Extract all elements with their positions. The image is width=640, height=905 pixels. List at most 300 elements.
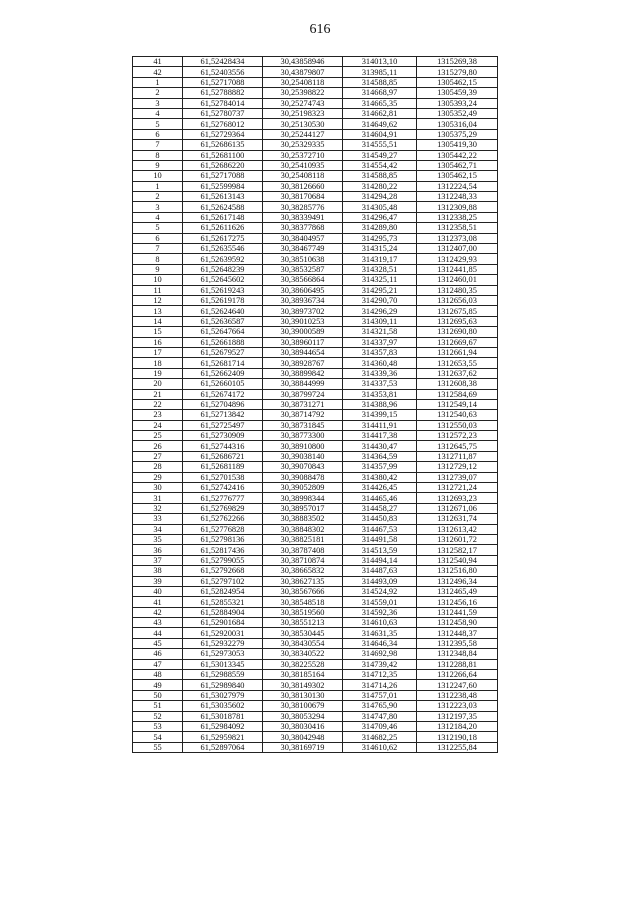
y-coordinate-cell: 1312309,88	[417, 202, 498, 212]
longitude-cell: 30,39070843	[263, 462, 343, 472]
x-coordinate-cell: 314646,34	[343, 638, 417, 648]
point-number-cell: 22	[133, 399, 183, 409]
table-row	[133, 337, 498, 347]
latitude-cell: 61,52920031	[183, 628, 263, 638]
longitude-cell: 30,38848302	[263, 524, 343, 534]
latitude-cell: 61,52681189	[183, 462, 263, 472]
latitude-cell: 61,52717088	[183, 77, 263, 87]
x-coordinate-cell: 314426,45	[343, 483, 417, 493]
y-coordinate-cell: 1312584,69	[417, 389, 498, 399]
point-number-cell: 45	[133, 638, 183, 648]
y-coordinate-cell: 1312441,85	[417, 264, 498, 274]
y-coordinate-cell: 1312373,08	[417, 233, 498, 243]
latitude-cell: 61,52686721	[183, 451, 263, 461]
point-number-cell: 7	[133, 140, 183, 150]
point-number-cell: 51	[133, 701, 183, 711]
latitude-cell: 61,52619178	[183, 295, 263, 305]
latitude-cell: 61,52674172	[183, 389, 263, 399]
longitude-cell: 30,38973702	[263, 306, 343, 316]
point-number-cell: 37	[133, 555, 183, 565]
latitude-cell: 61,52428434	[183, 57, 263, 67]
table-row	[133, 649, 498, 659]
y-coordinate-cell: 1305419,30	[417, 140, 498, 150]
x-coordinate-cell: 314592,36	[343, 607, 417, 617]
longitude-cell: 30,38773300	[263, 431, 343, 441]
x-coordinate-cell: 314665,35	[343, 98, 417, 108]
table-row	[133, 358, 498, 368]
point-number-cell: 43	[133, 618, 183, 628]
longitude-cell: 30,25410935	[263, 160, 343, 170]
point-number-cell: 2	[133, 192, 183, 202]
table-row	[133, 88, 498, 98]
longitude-cell: 30,38567666	[263, 586, 343, 596]
latitude-cell: 61,52679527	[183, 347, 263, 357]
y-coordinate-cell: 1312601,72	[417, 534, 498, 544]
x-coordinate-cell: 314747,80	[343, 711, 417, 721]
x-coordinate-cell: 314399,15	[343, 410, 417, 420]
y-coordinate-cell: 1312460,01	[417, 275, 498, 285]
x-coordinate-cell: 314364,59	[343, 451, 417, 461]
y-coordinate-cell: 1312661,94	[417, 347, 498, 357]
latitude-cell: 61,52635546	[183, 244, 263, 254]
x-coordinate-cell: 314430,47	[343, 441, 417, 451]
y-coordinate-cell: 1312721,24	[417, 483, 498, 493]
longitude-cell: 30,38665832	[263, 566, 343, 576]
point-number-cell: 11	[133, 285, 183, 295]
longitude-cell: 30,38799724	[263, 389, 343, 399]
point-number-cell: 15	[133, 327, 183, 337]
x-coordinate-cell: 314013,10	[343, 57, 417, 67]
x-coordinate-cell: 314357,99	[343, 462, 417, 472]
y-coordinate-cell: 1312711,87	[417, 451, 498, 461]
table-row	[133, 431, 498, 441]
longitude-cell: 30,38339491	[263, 212, 343, 222]
longitude-cell: 30,38566864	[263, 275, 343, 285]
latitude-cell: 61,52984092	[183, 722, 263, 732]
y-coordinate-cell: 1312441,59	[417, 607, 498, 617]
longitude-cell: 30,38910800	[263, 441, 343, 451]
x-coordinate-cell: 314493,09	[343, 576, 417, 586]
y-coordinate-cell: 1312465,49	[417, 586, 498, 596]
point-number-cell: 5	[133, 119, 183, 129]
table-row	[133, 212, 498, 222]
table-row	[133, 410, 498, 420]
x-coordinate-cell: 314295,21	[343, 285, 417, 295]
x-coordinate-cell: 314339,36	[343, 368, 417, 378]
table-row	[133, 233, 498, 243]
table-row	[133, 368, 498, 378]
y-coordinate-cell: 1312238,48	[417, 690, 498, 700]
longitude-cell: 30,38960117	[263, 337, 343, 347]
latitude-cell: 61,52662409	[183, 368, 263, 378]
x-coordinate-cell: 314487,63	[343, 566, 417, 576]
point-number-cell: 2	[133, 88, 183, 98]
y-coordinate-cell: 1312693,23	[417, 493, 498, 503]
latitude-cell: 61,52713842	[183, 410, 263, 420]
y-coordinate-cell: 1312540,94	[417, 555, 498, 565]
y-coordinate-cell: 1305316,04	[417, 119, 498, 129]
x-coordinate-cell: 314325,11	[343, 275, 417, 285]
point-number-cell: 31	[133, 493, 183, 503]
longitude-cell: 30,38169719	[263, 742, 343, 752]
point-number-cell: 14	[133, 316, 183, 326]
table-row	[133, 628, 498, 638]
x-coordinate-cell: 314549,27	[343, 150, 417, 160]
longitude-cell: 30,38731271	[263, 399, 343, 409]
point-number-cell: 41	[133, 597, 183, 607]
y-coordinate-cell: 1312631,74	[417, 514, 498, 524]
point-number-cell: 41	[133, 57, 183, 67]
y-coordinate-cell: 1312480,35	[417, 285, 498, 295]
x-coordinate-cell: 314588,85	[343, 171, 417, 181]
point-number-cell: 7	[133, 244, 183, 254]
y-coordinate-cell: 1312247,60	[417, 680, 498, 690]
longitude-cell: 30,38377868	[263, 223, 343, 233]
longitude-cell: 30,25372710	[263, 150, 343, 160]
longitude-cell: 30,38030416	[263, 722, 343, 732]
table-row	[133, 680, 498, 690]
longitude-cell: 30,38430554	[263, 638, 343, 648]
y-coordinate-cell: 1312572,23	[417, 431, 498, 441]
y-coordinate-cell: 1312197,35	[417, 711, 498, 721]
point-number-cell: 8	[133, 150, 183, 160]
table-row	[133, 254, 498, 264]
y-coordinate-cell: 1312729,12	[417, 462, 498, 472]
point-number-cell: 12	[133, 295, 183, 305]
table-row	[133, 576, 498, 586]
table-row	[133, 295, 498, 305]
y-coordinate-cell: 1312407,00	[417, 244, 498, 254]
x-coordinate-cell: 314559,01	[343, 597, 417, 607]
point-number-cell: 40	[133, 586, 183, 596]
longitude-cell: 30,38100679	[263, 701, 343, 711]
longitude-cell: 30,38170684	[263, 192, 343, 202]
latitude-cell: 61,52817436	[183, 545, 263, 555]
y-coordinate-cell: 1312653,55	[417, 358, 498, 368]
x-coordinate-cell: 314357,83	[343, 347, 417, 357]
y-coordinate-cell: 1312266,64	[417, 670, 498, 680]
x-coordinate-cell: 314682,25	[343, 732, 417, 742]
longitude-cell: 30,38998344	[263, 493, 343, 503]
latitude-cell: 61,52776777	[183, 493, 263, 503]
x-coordinate-cell: 314305,48	[343, 202, 417, 212]
table-row	[133, 638, 498, 648]
y-coordinate-cell: 1312695,63	[417, 316, 498, 326]
table-row	[133, 420, 498, 430]
longitude-cell: 30,38787408	[263, 545, 343, 555]
table-row	[133, 306, 498, 316]
latitude-cell: 61,52798136	[183, 534, 263, 544]
x-coordinate-cell: 314290,70	[343, 295, 417, 305]
latitude-cell: 61,52855321	[183, 597, 263, 607]
longitude-cell: 30,38606495	[263, 285, 343, 295]
point-number-cell: 23	[133, 410, 183, 420]
table-row	[133, 160, 498, 170]
y-coordinate-cell: 1312458,90	[417, 618, 498, 628]
y-coordinate-cell: 1312348,84	[417, 649, 498, 659]
point-number-cell: 39	[133, 576, 183, 586]
point-number-cell: 53	[133, 722, 183, 732]
latitude-cell: 61,52884904	[183, 607, 263, 617]
table-row	[133, 493, 498, 503]
y-coordinate-cell: 1312637,62	[417, 368, 498, 378]
table-row	[133, 451, 498, 461]
longitude-cell: 30,38899842	[263, 368, 343, 378]
latitude-cell: 61,52988559	[183, 670, 263, 680]
table-row	[133, 171, 498, 181]
latitude-cell: 61,52762266	[183, 514, 263, 524]
point-number-cell: 42	[133, 607, 183, 617]
y-coordinate-cell: 1305459,39	[417, 88, 498, 98]
point-number-cell: 29	[133, 472, 183, 482]
table-row	[133, 524, 498, 534]
x-coordinate-cell: 314465,46	[343, 493, 417, 503]
x-coordinate-cell: 314296,47	[343, 212, 417, 222]
latitude-cell: 61,52686220	[183, 160, 263, 170]
point-number-cell: 27	[133, 451, 183, 461]
point-number-cell: 35	[133, 534, 183, 544]
coordinates-table-body	[133, 57, 498, 753]
latitude-cell: 61,52639592	[183, 254, 263, 264]
table-row	[133, 483, 498, 493]
latitude-cell: 61,52901684	[183, 618, 263, 628]
longitude-cell: 30,39000589	[263, 327, 343, 337]
point-number-cell: 13	[133, 306, 183, 316]
table-row	[133, 503, 498, 513]
point-number-cell: 3	[133, 98, 183, 108]
longitude-cell: 30,38936734	[263, 295, 343, 305]
longitude-cell: 30,25398822	[263, 88, 343, 98]
point-number-cell: 25	[133, 431, 183, 441]
y-coordinate-cell: 1315269,38	[417, 57, 498, 67]
x-coordinate-cell: 314757,01	[343, 690, 417, 700]
latitude-cell: 61,52824954	[183, 586, 263, 596]
latitude-cell: 61,52797102	[183, 576, 263, 586]
table-row	[133, 57, 498, 67]
x-coordinate-cell: 314328,51	[343, 264, 417, 274]
y-coordinate-cell: 1312288,81	[417, 659, 498, 669]
table-row	[133, 181, 498, 191]
point-number-cell: 54	[133, 732, 183, 742]
y-coordinate-cell: 1312656,03	[417, 295, 498, 305]
latitude-cell: 61,52661888	[183, 337, 263, 347]
table-row	[133, 399, 498, 409]
longitude-cell: 30,39088478	[263, 472, 343, 482]
table-row	[133, 514, 498, 524]
point-number-cell: 24	[133, 420, 183, 430]
table-row	[133, 597, 498, 607]
point-number-cell: 10	[133, 171, 183, 181]
y-coordinate-cell: 1305442,22	[417, 150, 498, 160]
point-number-cell: 18	[133, 358, 183, 368]
y-coordinate-cell: 1305462,15	[417, 77, 498, 87]
x-coordinate-cell: 314668,97	[343, 88, 417, 98]
x-coordinate-cell: 314513,59	[343, 545, 417, 555]
x-coordinate-cell: 314649,62	[343, 119, 417, 129]
point-number-cell: 26	[133, 441, 183, 451]
longitude-cell: 30,38844999	[263, 379, 343, 389]
latitude-cell: 61,52792668	[183, 566, 263, 576]
longitude-cell: 30,38710874	[263, 555, 343, 565]
latitude-cell: 61,52776828	[183, 524, 263, 534]
point-number-cell: 44	[133, 628, 183, 638]
point-number-cell: 50	[133, 690, 183, 700]
y-coordinate-cell: 1312608,38	[417, 379, 498, 389]
latitude-cell: 61,52989840	[183, 680, 263, 690]
point-number-cell: 4	[133, 212, 183, 222]
table-row	[133, 192, 498, 202]
x-coordinate-cell: 314714,26	[343, 680, 417, 690]
x-coordinate-cell: 314631,35	[343, 628, 417, 638]
y-coordinate-cell: 1312669,67	[417, 337, 498, 347]
x-coordinate-cell: 314319,17	[343, 254, 417, 264]
y-coordinate-cell: 1312223,03	[417, 701, 498, 711]
point-number-cell: 1	[133, 77, 183, 87]
table-row	[133, 690, 498, 700]
x-coordinate-cell: 314380,42	[343, 472, 417, 482]
longitude-cell: 30,25408118	[263, 171, 343, 181]
latitude-cell: 61,52613143	[183, 192, 263, 202]
y-coordinate-cell: 1312184,20	[417, 722, 498, 732]
x-coordinate-cell: 314417,38	[343, 431, 417, 441]
latitude-cell: 61,52725497	[183, 420, 263, 430]
longitude-cell: 30,25274743	[263, 98, 343, 108]
y-coordinate-cell: 1312456,16	[417, 597, 498, 607]
y-coordinate-cell: 1305375,29	[417, 129, 498, 139]
y-coordinate-cell: 1312395,58	[417, 638, 498, 648]
point-number-cell: 16	[133, 337, 183, 347]
latitude-cell: 61,52617275	[183, 233, 263, 243]
table-row	[133, 555, 498, 565]
x-coordinate-cell: 314467,53	[343, 524, 417, 534]
longitude-cell: 30,38467749	[263, 244, 343, 254]
x-coordinate-cell: 314524,92	[343, 586, 417, 596]
table-row	[133, 472, 498, 482]
point-number-cell: 46	[133, 649, 183, 659]
x-coordinate-cell: 314294,28	[343, 192, 417, 202]
point-number-cell: 9	[133, 160, 183, 170]
point-number-cell: 10	[133, 275, 183, 285]
latitude-cell: 61,52717088	[183, 171, 263, 181]
y-coordinate-cell: 1312739,07	[417, 472, 498, 482]
point-number-cell: 8	[133, 254, 183, 264]
point-number-cell: 28	[133, 462, 183, 472]
latitude-cell: 61,52611626	[183, 223, 263, 233]
longitude-cell: 30,38285776	[263, 202, 343, 212]
longitude-cell: 30,38126660	[263, 181, 343, 191]
point-number-cell: 20	[133, 379, 183, 389]
longitude-cell: 30,39010253	[263, 316, 343, 326]
longitude-cell: 30,25329335	[263, 140, 343, 150]
y-coordinate-cell: 1312540,63	[417, 410, 498, 420]
latitude-cell: 61,52681100	[183, 150, 263, 160]
latitude-cell: 61,52729364	[183, 129, 263, 139]
y-coordinate-cell: 1312675,85	[417, 306, 498, 316]
y-coordinate-cell: 1305393,24	[417, 98, 498, 108]
latitude-cell: 61,52768012	[183, 119, 263, 129]
point-number-cell: 30	[133, 483, 183, 493]
longitude-cell: 30,25198323	[263, 108, 343, 118]
longitude-cell: 30,39038140	[263, 451, 343, 461]
point-number-cell: 6	[133, 129, 183, 139]
page-number: 616	[309, 22, 331, 37]
longitude-cell: 30,38510638	[263, 254, 343, 264]
y-coordinate-cell: 1312496,34	[417, 576, 498, 586]
point-number-cell: 19	[133, 368, 183, 378]
y-coordinate-cell: 1305462,15	[417, 171, 498, 181]
x-coordinate-cell: 314662,81	[343, 108, 417, 118]
y-coordinate-cell: 1312645,75	[417, 441, 498, 451]
y-coordinate-cell: 1305352,49	[417, 108, 498, 118]
longitude-cell: 30,38551213	[263, 618, 343, 628]
x-coordinate-cell: 314450,83	[343, 514, 417, 524]
latitude-cell: 61,52701538	[183, 472, 263, 482]
y-coordinate-cell: 1312448,37	[417, 628, 498, 638]
latitude-cell: 61,52730909	[183, 431, 263, 441]
latitude-cell: 61,52645602	[183, 275, 263, 285]
latitude-cell: 61,52648239	[183, 264, 263, 274]
latitude-cell: 61,52660105	[183, 379, 263, 389]
table-row	[133, 202, 498, 212]
latitude-cell: 61,52704896	[183, 399, 263, 409]
longitude-cell: 30,43879807	[263, 67, 343, 77]
latitude-cell: 61,52681714	[183, 358, 263, 368]
y-coordinate-cell: 1312248,33	[417, 192, 498, 202]
table-row	[133, 275, 498, 285]
table-row	[133, 534, 498, 544]
table-row	[133, 607, 498, 617]
table-row	[133, 701, 498, 711]
x-coordinate-cell: 314494,14	[343, 555, 417, 565]
longitude-cell: 30,38825181	[263, 534, 343, 544]
x-coordinate-cell: 314554,42	[343, 160, 417, 170]
x-coordinate-cell: 314411,91	[343, 420, 417, 430]
table-row	[133, 389, 498, 399]
x-coordinate-cell: 314360,48	[343, 358, 417, 368]
latitude-cell: 61,52619243	[183, 285, 263, 295]
longitude-cell: 30,38340522	[263, 649, 343, 659]
longitude-cell: 30,38928767	[263, 358, 343, 368]
latitude-cell: 61,52742416	[183, 483, 263, 493]
point-number-cell: 47	[133, 659, 183, 669]
point-number-cell: 3	[133, 202, 183, 212]
x-coordinate-cell: 314588,85	[343, 77, 417, 87]
table-row	[133, 316, 498, 326]
table-row	[133, 732, 498, 742]
y-coordinate-cell: 1312338,25	[417, 212, 498, 222]
latitude-cell: 61,52784014	[183, 98, 263, 108]
point-number-cell: 48	[133, 670, 183, 680]
longitude-cell: 30,38130130	[263, 690, 343, 700]
latitude-cell: 61,52973053	[183, 649, 263, 659]
latitude-cell: 61,52799055	[183, 555, 263, 565]
point-number-cell: 17	[133, 347, 183, 357]
point-number-cell: 5	[133, 223, 183, 233]
x-coordinate-cell: 313985,11	[343, 67, 417, 77]
point-number-cell: 55	[133, 742, 183, 752]
latitude-cell: 61,52769829	[183, 503, 263, 513]
latitude-cell: 61,53027979	[183, 690, 263, 700]
table-row	[133, 462, 498, 472]
y-coordinate-cell: 1315279,80	[417, 67, 498, 77]
table-row	[133, 77, 498, 87]
table-row	[133, 244, 498, 254]
longitude-cell: 30,38149302	[263, 680, 343, 690]
longitude-cell: 30,38731845	[263, 420, 343, 430]
table-row	[133, 119, 498, 129]
latitude-cell: 61,52744316	[183, 441, 263, 451]
latitude-cell: 61,52686135	[183, 140, 263, 150]
